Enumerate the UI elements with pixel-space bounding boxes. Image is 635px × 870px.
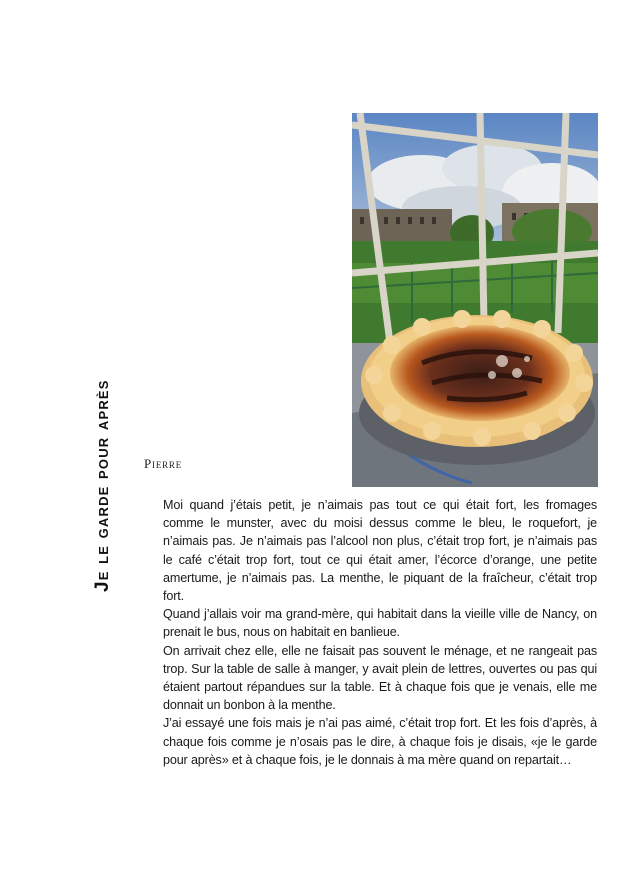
story-paragraph: On arrivait chez elle, elle ne faisait pas souvent le ménage, et ne rangeait pas trop. Sur la table de salle à manger, y avait plein de lettres, ouvertes ou pas qui étaient partout répandues sur la table. Et à chaque fois que je venais, elle me donnait un bonbon à la menthe. [163,643,597,713]
story-paragraph: Quand j’allais voir ma grand-mère, qui habitait dans la vieille ville de Nancy, on prenait le bus, nous on habitait en banlieue. [163,607,597,640]
page-title: Je le garde pour après [92,379,113,592]
tart-photo [352,113,598,487]
story-paragraph: J’ai essayé une fois mais je n’ai pas aimé, c’était trop fort. Et les fois d’après, à chaque fois comme je n’osais pas le dire, à chaque fois je disais, «je le garde pour après» et à chaque fois, je le donnais à ma mère quand on repartait… [163,716,597,767]
tart-window-image [352,113,598,487]
story-text [163,496,597,769]
story-paragraph: Moi quand j’étais petit, je n’aimais pas tout ce qui était fort, les fromages comme le munster, avec du moisi dessus comme le bleu, le roquefort, je n’aimais pas. Je n’aimais pas l’alcool non plus, c’était trop fort, je n’aimais pas le café c’était trop fort, tout ce qui était amer, l’écorce d’orange, une petite amertume, je n’aimais pas. La menthe, le piquant de la fraîcheur, c’était trop fort. [163,498,597,604]
author-name: Pierre [144,456,183,471]
